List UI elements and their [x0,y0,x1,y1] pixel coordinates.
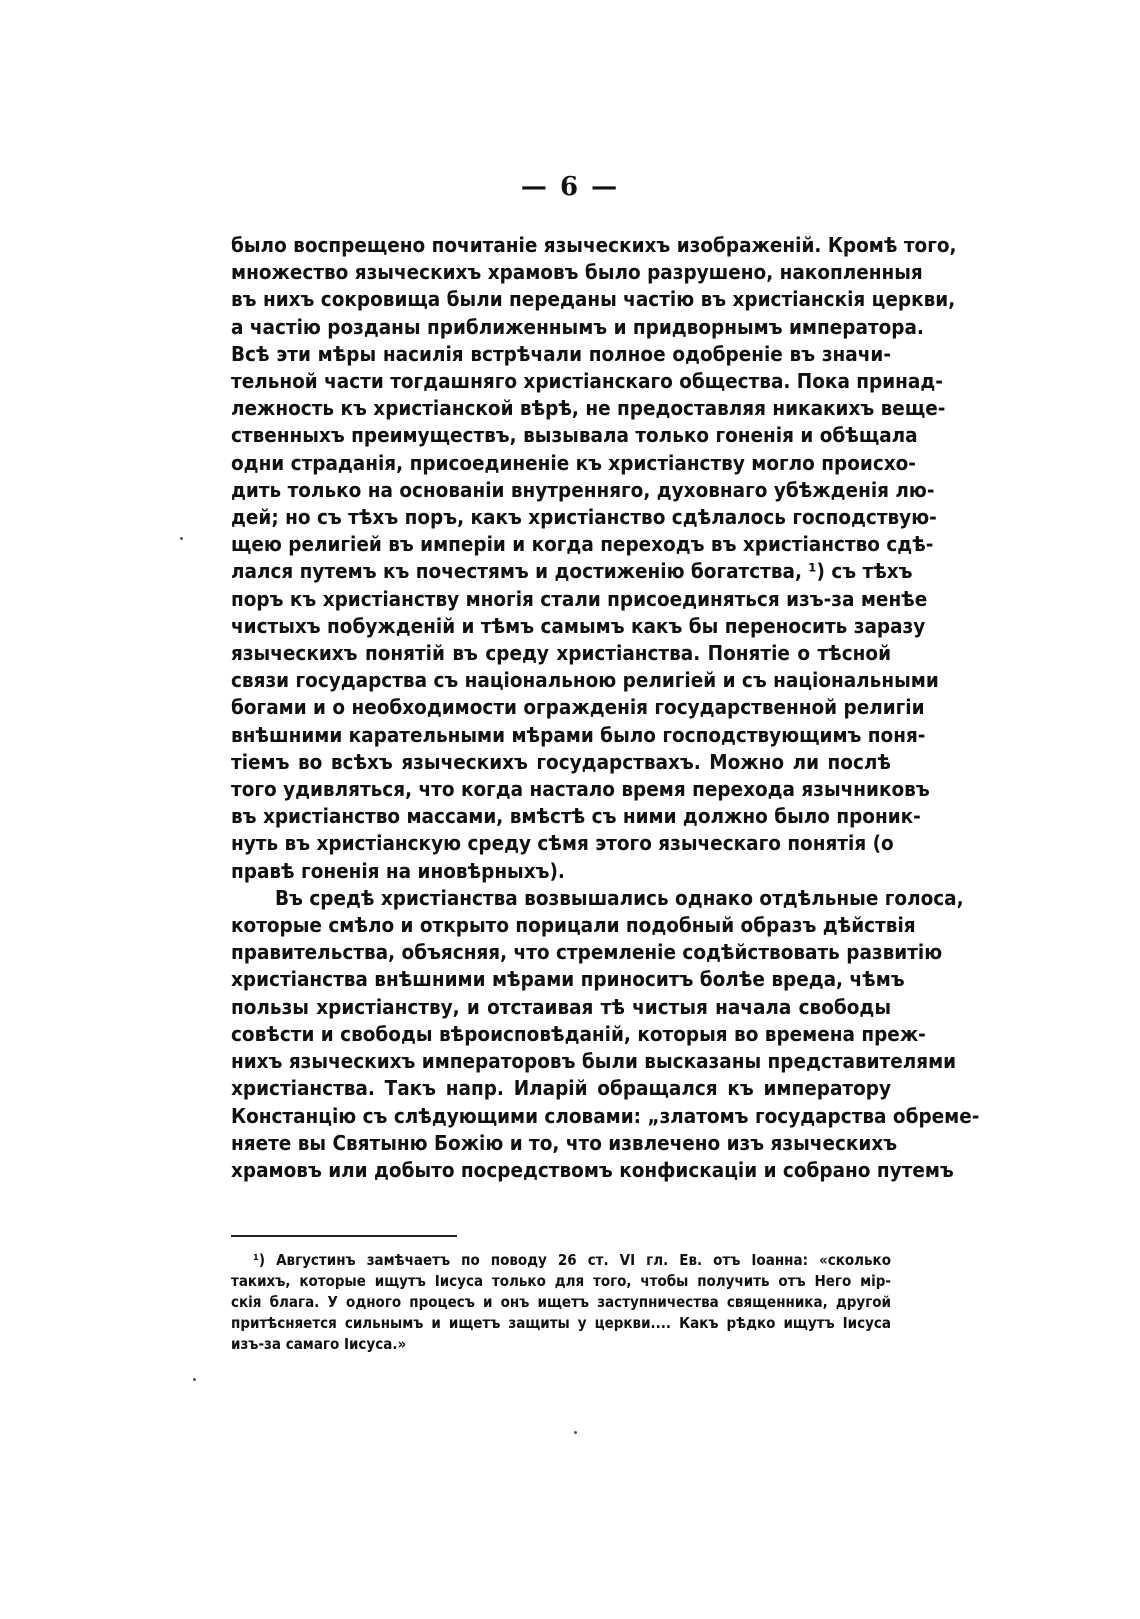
text-line: множество языческихъ храмовъ было разрушено, накопленныя [231,260,923,285]
text-line: тіемъ во всѣхъ языческихъ государствахъ. Можно ли послѣ [231,749,891,774]
text-line: чистыхъ побужденій и тѣмъ самымъ какъ бы переносить заразу [231,613,926,638]
text-line: Всѣ эти мѣры насилія встрѣчали полное одобреніе въ значи- [231,341,891,366]
text-line: тельной части тогдашняго христіанскаго общества. Пока принад- [231,369,943,394]
text-line: которые смѣло и открыто порицали подобный образъ дѣйствія [231,913,916,938]
page-number: — 6 — [520,172,620,202]
text-line: Въ средѣ христіанства возвышались однако отдѣльные голоса, [275,885,964,910]
text-line: связи государства съ національною религіей и съ національными [231,668,939,693]
text-line: ственныхъ преимуществъ, вызывала только гоненія и обѣщала [231,423,918,448]
main-text [231,232,980,1184]
text-line: нихъ языческихъ императоровъ были высказаны представителями [231,1049,957,1074]
text-line: лался путемъ къ почестямъ и достиженію богатства, ¹) съ тѣхъ [231,559,913,584]
text-line: правѣ гоненія на иновѣрныхъ). [231,858,565,883]
text-line: а частію розданы приближеннымъ и придворнымъ императора. [231,314,924,339]
text-line: щею религіей въ имперіи и когда переходъ въ христіанство сдѣ- [231,532,934,557]
footnote-line: ¹) Августинъ замѣчаетъ по поводу 26 ст. VI гл. Ев. отъ Іоанна: «сколько [253,1251,891,1269]
scan-speck [574,1431,577,1434]
text-line: христіанства внѣшними мѣрами приноситъ болѣе вреда, чѣмъ [231,967,905,992]
text-line: дей; но съ тѣхъ поръ, какъ христіанство сдѣлалось господствую- [231,505,937,530]
footnote-line: скія блага. У одного процесъ и онъ ищетъ заступничества священника, другой [231,1293,891,1311]
text-line: пользы христіанству, и отстаивая тѣ чистыя начала свободы [231,994,891,1019]
footnote [231,1250,891,1355]
text-line: внѣшними карательными мѣрами было господствующимъ поня- [231,722,926,747]
footnote-line: изъ-за самаго Іисуса.» [231,1335,407,1353]
text-line: поръ къ христіанству многія стали присоединяться изъ-за менѣе [231,586,928,611]
text-line: Констанцію съ слѣдующими словами: „златомъ государства обреме- [231,1103,980,1128]
footnote-line: такихъ, которые ищутъ Іисуса только для того, чтобы получить отъ Него мір- [231,1272,891,1290]
scan-speck [180,537,183,540]
footnote-line: притѣсняется сильнымъ и ищетъ защиты у церкви.... Какъ рѣдко ищутъ Іисуса [231,1314,891,1332]
text-line: богами и о необходимости огражденія государственной религіи [231,695,925,720]
text-line: христіанства. Такъ напр. Иларій обращался къ императору [231,1076,891,1101]
text-line: лежность къ христіанской вѣрѣ, не предоставляя никакихъ веще- [231,396,946,421]
text-line: въ нихъ сокровища были переданы частію въ христіанскія церкви, [231,287,956,312]
text-line: дить только на основаніи внутренняго, духовнаго убѣжденія лю- [231,477,935,502]
text-line: правительства, объясняя, что стремленіе содѣйствовать развитію [231,940,943,965]
text-line: въ христіанство массами, вмѣстѣ съ ними должно было проник- [231,804,921,829]
text-line: языческихъ понятій въ среду христіанства. Понятіе о тѣсной [231,641,891,666]
scan-speck [193,1378,196,1381]
text-line: нуть въ христіанскую среду сѣмя этого языческаго понятія (о [231,831,894,856]
text-line: было воспрещено почитаніе языческихъ изображеній. Кромѣ того, [231,233,957,257]
text-line: храмовъ или добыто посредствомъ конфискаціи и собрано путемъ [231,1157,954,1182]
text-line: совѣсти и свободы вѣроисповѣданій, которыя во времена преж- [231,1021,926,1046]
text-line: того удивляться, что когда настало время перехода язычниковъ [231,777,930,802]
text-line: няете вы Святыню Божію и то, что извлечено изъ языческихъ [231,1130,898,1155]
footnote-divider [231,1235,457,1237]
text-line: одни страданія, присоединеніе къ христіанству могло происхо- [231,450,916,475]
